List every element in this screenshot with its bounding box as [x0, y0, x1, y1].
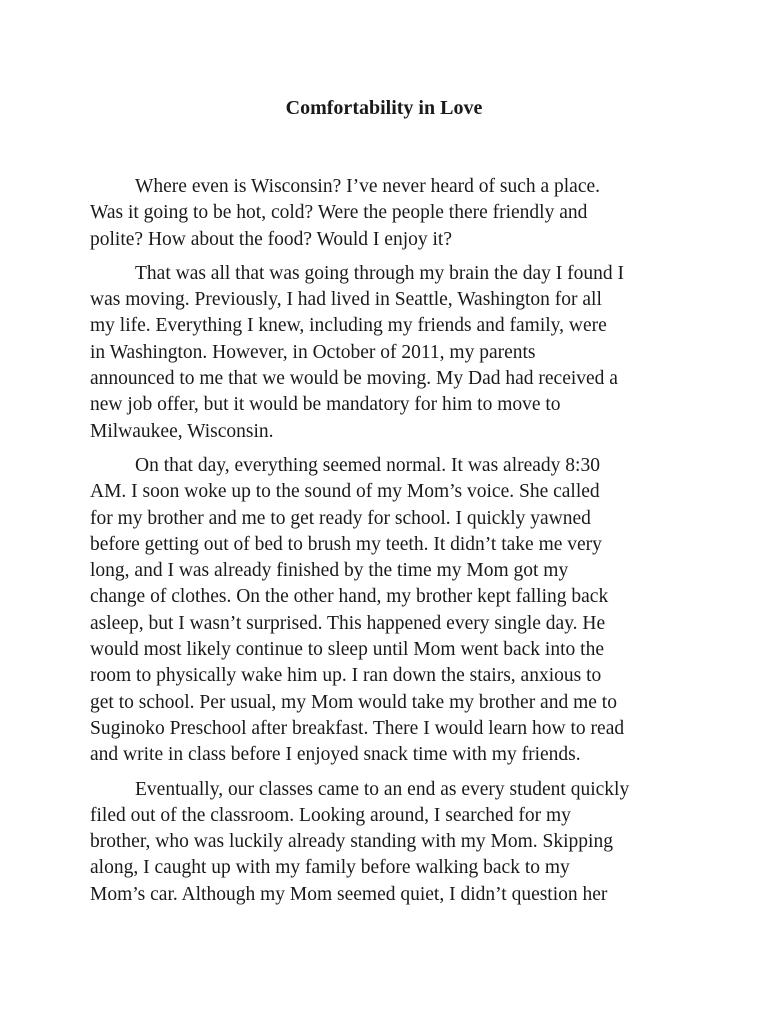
- text-line: change of clothes. On the other hand, my brother kept falling back: [90, 586, 609, 608]
- text-line: get to school. Per usual, my Mom would take my brother and me to: [90, 691, 617, 713]
- text-line: long, and I was already finished by the time my Mom got my: [90, 560, 569, 582]
- text-line: and write in class before I enjoyed snack time with my friends.: [90, 744, 581, 766]
- text-line: Eventually, our classes came to an end as every student quickly: [135, 778, 630, 800]
- paragraph-4: [90, 777, 690, 908]
- text-line: On that day, everything seemed normal. It was already 8:30: [135, 454, 600, 476]
- text-line: my life. Everything I knew, including my friends and family, were: [90, 315, 607, 337]
- text-line: Was it going to be hot, cold? Were the people there friendly and: [90, 202, 588, 224]
- text-line: would most likely continue to sleep until Mom went back into the: [90, 639, 604, 661]
- text-line: brother, who was luckily already standing with my Mom. Skipping: [90, 831, 613, 853]
- text-line: new job offer, but it would be mandatory for him to move to: [90, 394, 561, 416]
- text-line: along, I caught up with my family before walking back to my: [90, 857, 570, 879]
- text-line: Suginoko Preschool after breakfast. There I would learn how to read: [90, 717, 625, 739]
- text-line: in Washington. However, in October of 2011, my parents: [90, 341, 536, 363]
- text-line: Milwaukee, Wisconsin.: [90, 420, 274, 442]
- text-line: Mom’s car. Although my Mom seemed quiet, I didn’t question her: [90, 883, 608, 905]
- text-line: was moving. Previously, I had lived in Seattle, Washington for all: [90, 289, 602, 311]
- text-line: Where even is Wisconsin? I’ve never heard of such a place.: [135, 176, 601, 197]
- paragraph-3: [90, 453, 690, 769]
- paragraph-2: [90, 261, 690, 445]
- document-title: Comfortability in Love: [285, 97, 483, 119]
- text-line: filed out of the classroom. Looking around, I searched for my: [90, 804, 571, 826]
- text-line: That was all that was going through my brain the day I found I: [135, 262, 625, 284]
- text-line: asleep, but I wasn’t surprised. This happened every single day. He: [90, 612, 606, 634]
- document-body: [90, 174, 690, 916]
- text-line: announced to me that we would be moving. My Dad had received a: [90, 368, 618, 390]
- text-line: before getting out of bed to brush my teeth. It didn’t take me very: [90, 533, 602, 555]
- text-line: room to physically wake him up. I ran down the stairs, anxious to: [90, 665, 602, 687]
- text-line: AM. I soon woke up to the sound of my Mom’s voice. She called: [90, 481, 600, 503]
- paragraph-1: [90, 174, 690, 253]
- text-line: for my brother and me to get ready for school. I quickly yawned: [90, 507, 591, 529]
- text-line: polite? How about the food? Would I enjoy it?: [90, 228, 452, 250]
